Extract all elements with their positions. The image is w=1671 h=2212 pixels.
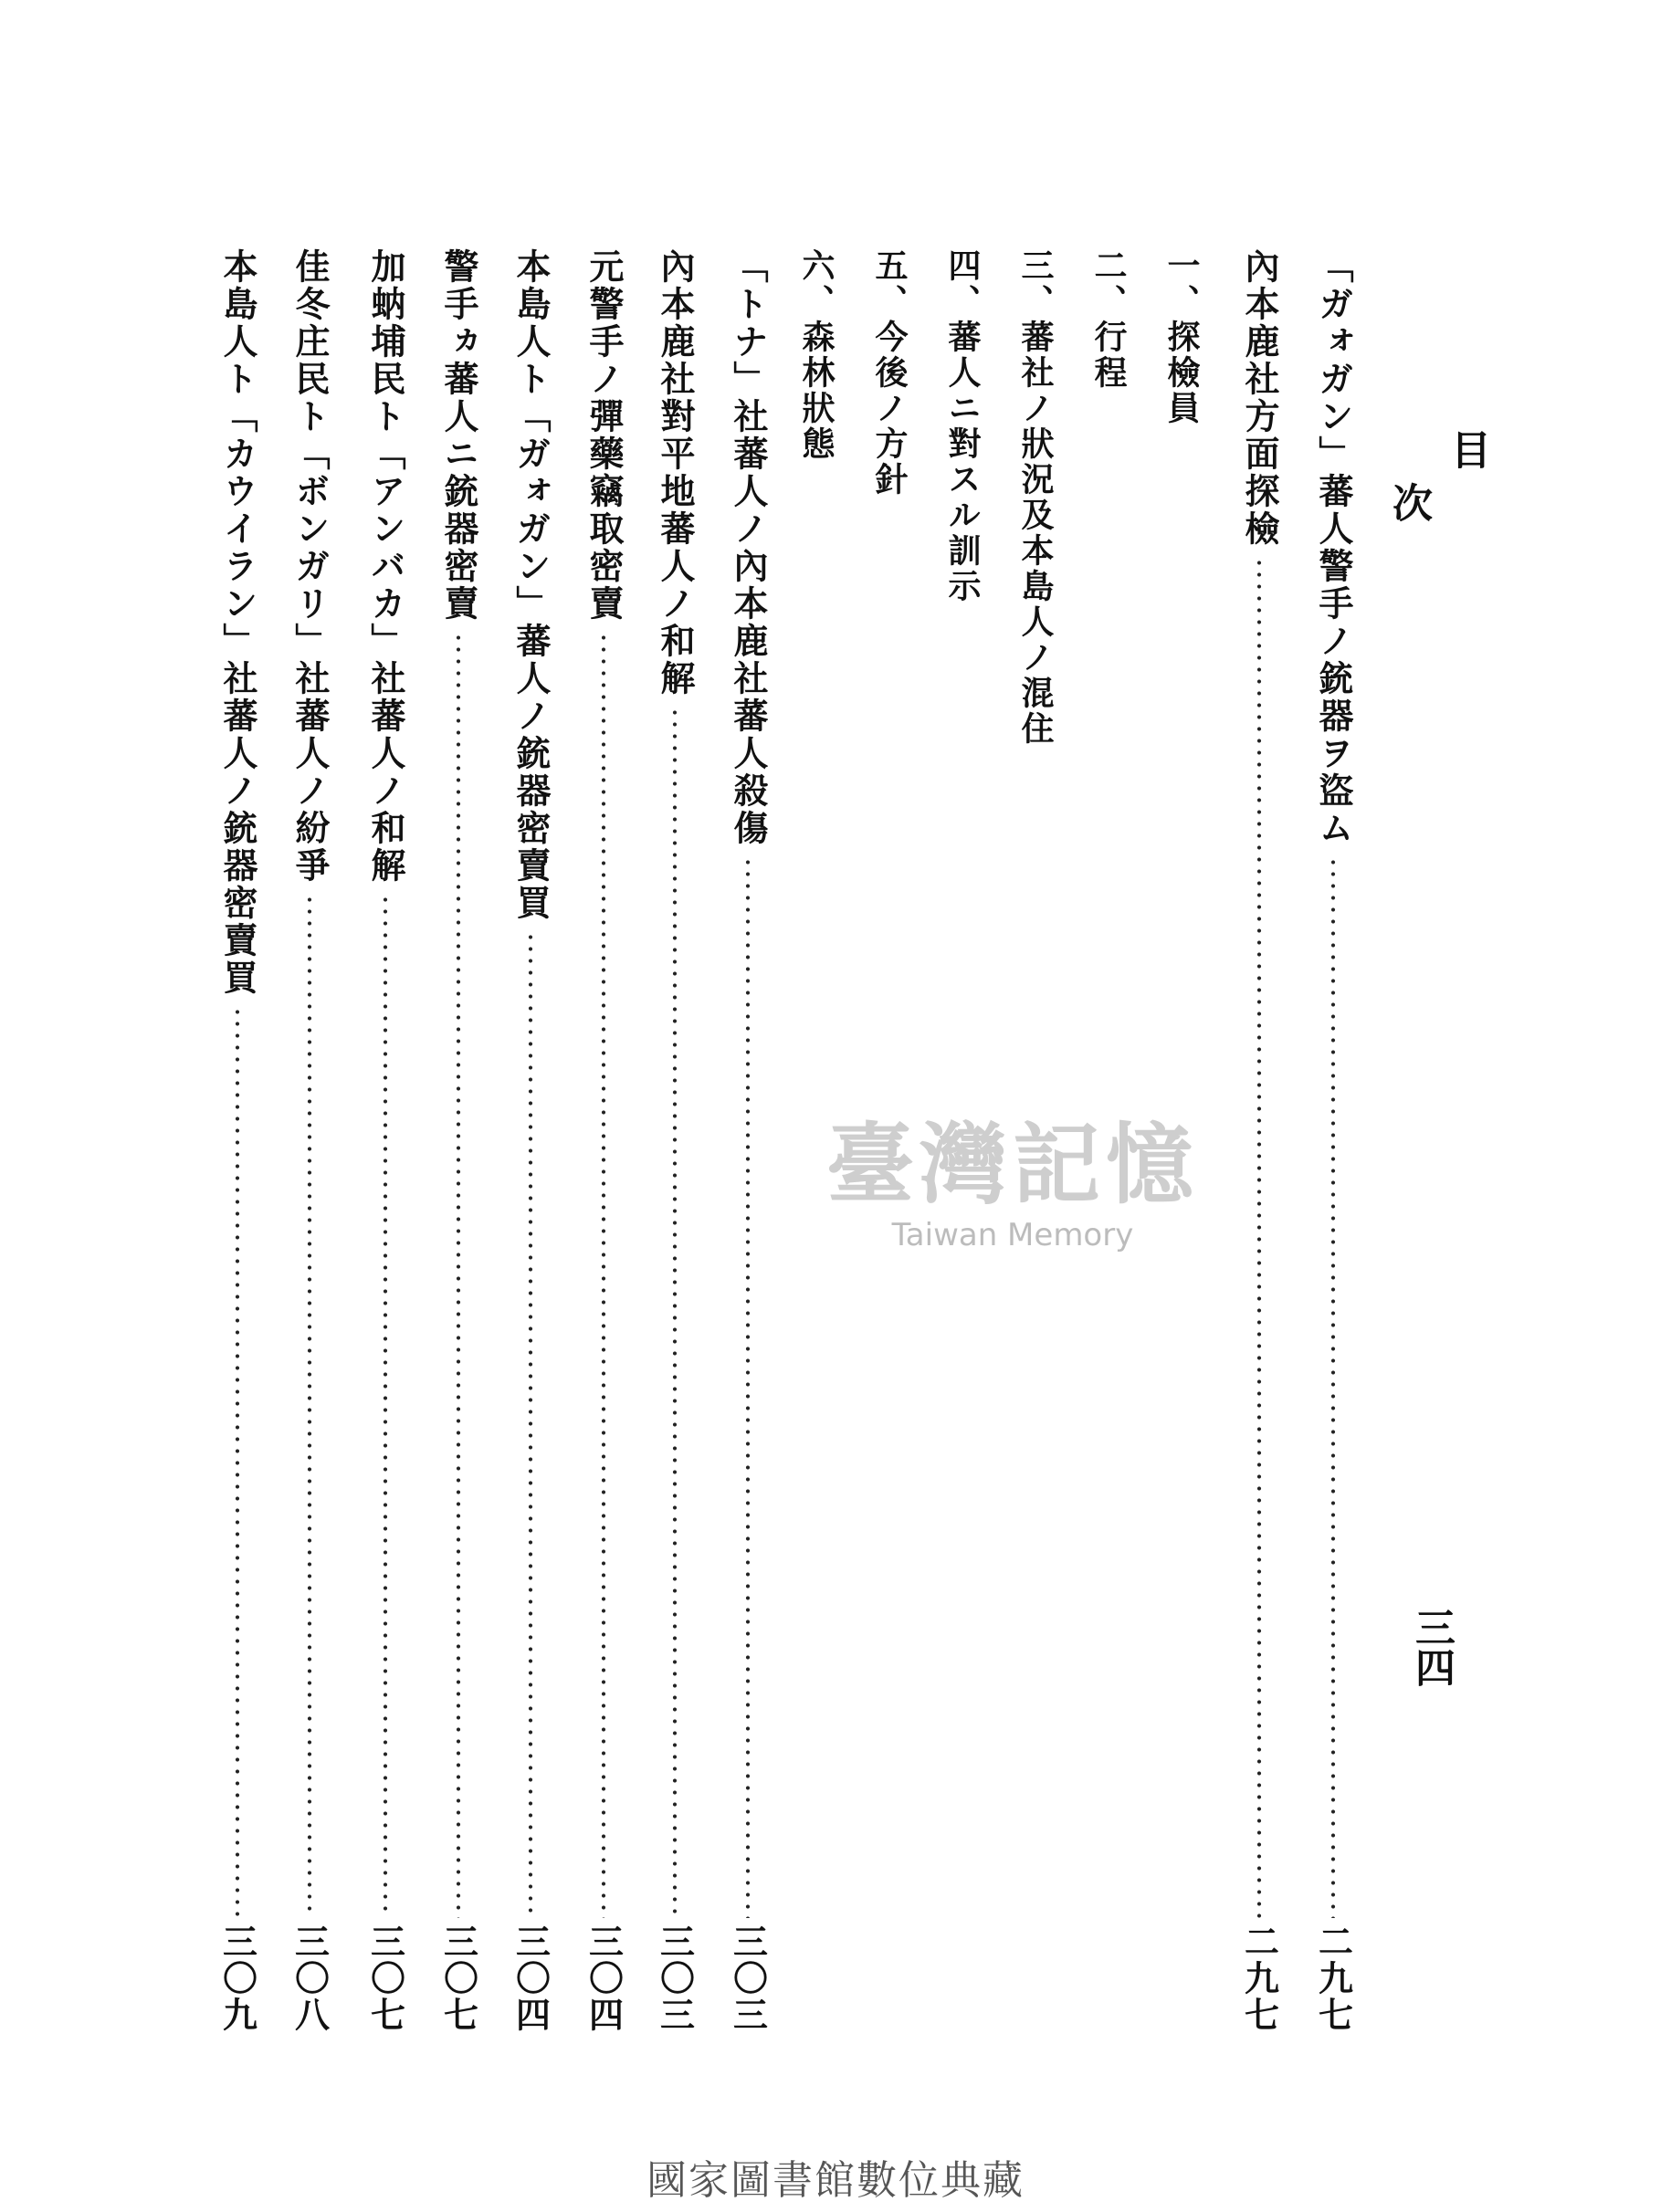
toc-entry[interactable] bbox=[1311, 248, 1355, 2033]
toc-entry[interactable] bbox=[582, 248, 625, 2033]
toc-entry-page: 三〇七 bbox=[364, 1924, 406, 2033]
toc-leader-dots bbox=[528, 931, 533, 1918]
toc-subentry-title: 一、探檢員 bbox=[1162, 248, 1201, 426]
toc-entry[interactable] bbox=[288, 248, 331, 2033]
toc-entry-page: 三〇三 bbox=[727, 1924, 769, 2033]
toc-entry-page: 三〇四 bbox=[583, 1924, 625, 2033]
toc-entry-page: 三〇四 bbox=[510, 1924, 552, 2033]
running-title-char-2: 次 bbox=[1385, 481, 1432, 522]
toc-leader-dots bbox=[383, 894, 388, 1918]
toc-entry-title: 元警手ノ彈藥竊取密賣 bbox=[583, 248, 625, 623]
toc-leader-dots bbox=[307, 894, 312, 1918]
toc-entry[interactable] bbox=[215, 248, 259, 2033]
toc-entry[interactable] bbox=[1237, 248, 1281, 2033]
toc-subentry-title: 六、森林狀態 bbox=[797, 248, 836, 462]
footer-collection-label: 國家圖書館數位典藏 bbox=[646, 2157, 1025, 2204]
toc-entry[interactable] bbox=[436, 248, 480, 2033]
toc-entry-page: 三〇三 bbox=[654, 1924, 696, 2033]
toc-entry-title: 佳冬庄民ト「ボンガリ」社蕃人ノ紛爭 bbox=[289, 248, 331, 885]
toc-entry-title: 本島人ト「ガォガン」蕃人ノ銃器密賣買 bbox=[510, 248, 552, 922]
toc-leader-dots bbox=[1330, 856, 1336, 1918]
toc-entry-title: 內本鹿社對平地蕃人ノ和解 bbox=[655, 248, 696, 697]
toc-subentry-title: 三、蕃社ノ狀況及本島人ノ混住 bbox=[1016, 248, 1055, 747]
toc-entry-title: 內本鹿社方面探檢 bbox=[1239, 248, 1280, 548]
toc-entry-title: 加蚋埔民ト「アンバカ」社蕃人ノ和解 bbox=[365, 248, 406, 885]
page-number: 三四 bbox=[1408, 1607, 1455, 1687]
toc-entry-page: 三〇八 bbox=[289, 1924, 331, 2033]
toc-entry-title: 「ガォガン」蕃人警手ノ銃器ヲ盜ム bbox=[1313, 248, 1354, 847]
toc-entry-title: 本島人ト「カウイラン」社蕃人ノ銃器密賣買 bbox=[217, 248, 258, 997]
toc-leader-dots bbox=[235, 1006, 240, 1918]
running-title bbox=[1379, 429, 1496, 574]
toc-leader-dots bbox=[456, 632, 461, 1918]
watermark-main-text: 臺灣記憶 bbox=[826, 1113, 1199, 1216]
toc-subentry-title: 五、今後ノ方針 bbox=[870, 248, 909, 498]
toc-entry[interactable] bbox=[363, 248, 407, 2033]
toc-leader-dots bbox=[601, 632, 606, 1918]
running-title-char-1: 目 bbox=[1444, 429, 1490, 469]
toc-subentry-title: 四、蕃人ニ對スル訓示 bbox=[943, 248, 982, 604]
toc-entry[interactable] bbox=[509, 248, 552, 2033]
toc-subentry-title: 二、行程 bbox=[1089, 248, 1128, 391]
watermark-sub-text: Taiwan Memory bbox=[891, 1217, 1134, 1253]
toc-entry-page: 三〇九 bbox=[216, 1924, 258, 2033]
toc-leader-dots bbox=[672, 707, 678, 1918]
toc-entry-page: 二九七 bbox=[1238, 1924, 1280, 2033]
toc-entry[interactable] bbox=[726, 248, 770, 2033]
toc-entry-page: 三〇七 bbox=[437, 1924, 479, 2033]
toc-entry-title: 「トナ」社蕃人ノ內本鹿社蕃人殺傷 bbox=[728, 248, 769, 847]
watermark-logo bbox=[826, 1096, 1199, 1253]
toc-leader-dots bbox=[745, 856, 751, 1918]
toc-leader-dots bbox=[1256, 557, 1262, 1918]
toc-entry-title: 警手ヵ蕃人ニ銃器密賣 bbox=[438, 248, 479, 623]
toc-entry[interactable] bbox=[653, 248, 697, 2033]
toc-entry-page: 二九七 bbox=[1312, 1924, 1354, 2033]
